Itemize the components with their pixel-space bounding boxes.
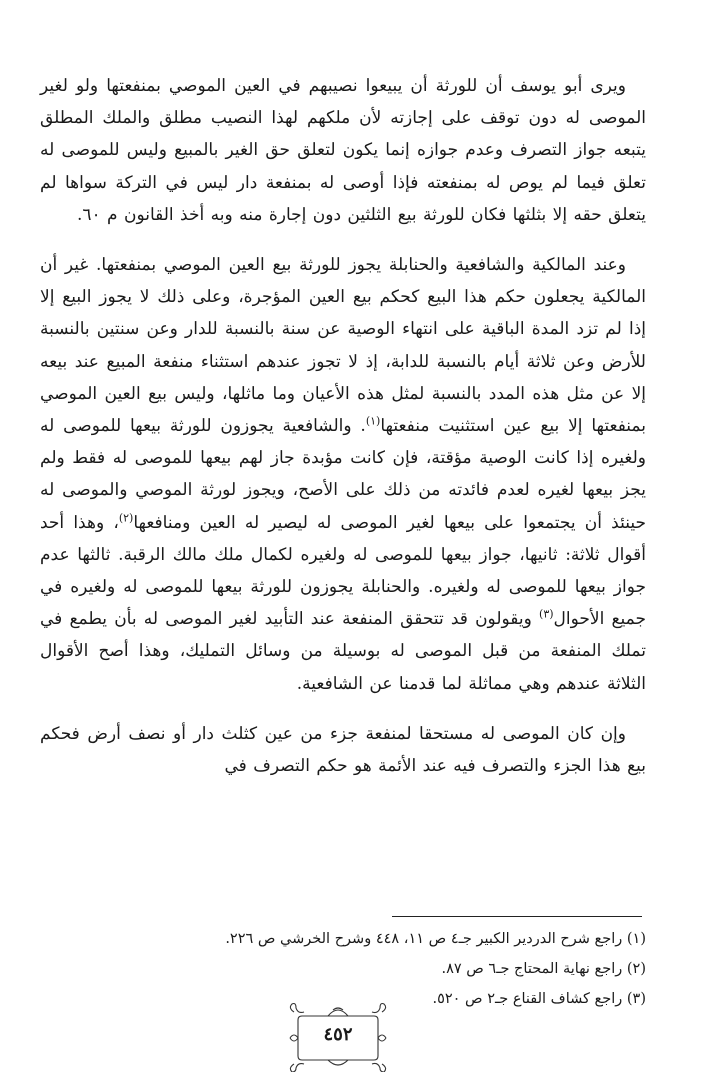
footnotes [40, 924, 646, 1014]
paragraph-partial-share [40, 718, 646, 782]
footnote-separator [392, 916, 642, 917]
footnote-3: (٣) راجع كشاف القناع جـ٢ ص ٥٢٠. [432, 991, 646, 1007]
paragraph-segment: . والشافعية يجوزون للورثة بيعها للموصى له ولغيره إذا كانت الوصية مؤقتة، فإن كانت مؤبدة جاز لهم بيعها للموصى له فقط ولم يجز بيعها لغيره لعدم فائدته من ذلك على الأصح، ويجوز لورثة الموصي والموصى له حينئذ أن يجتمعوا على بيعها لغير الموصى له ليصير له العين ومنافعها [40, 416, 646, 533]
main-text [40, 70, 646, 782]
paragraph-segment: ، وهذا أحد أقوال ثلاثة: ثانيها، جواز بيعها للموصى له ولغيره لكمال ملك مالك الرقبة. ثالثها عدم جواز بيعها للموصى له ولغيره. والحنابلة يجوزون للورثة بيعها للموصى له ولغيره في جميع الأحوال [40, 512, 647, 630]
paragraph-text: وإن كان الموصى له مستحقا لمنفعة جزء من عين كثلث دار أو نصف أرض فحكم بيع هذا الجزء والتصرف فيه عند الأئمة هو حكم التصرف في [40, 723, 646, 777]
footnote-1: (١) راجع شرح الدردير الكبير جـ٤ ص ١١، ٤٤٨ وشرح الخرشي ص ٢٢٦. [225, 931, 646, 947]
footnote-ref-2[interactable]: (٢) [118, 510, 134, 524]
paragraph-text: ويرى أبو يوسف أن للورثة أن يبيعوا نصيبهم في العين الموصي بمنفعتها ولو لغير الموصى له دون توقف على إجازته لأن ملكهم لهذا النصيب مطلق والملك المطلق يتبعه جواز التصرف وعدم جوازه إنما يكون لتعلق حق الغير بالمبيع وليس للموصى له تعلق فيما لم يوص له بمنفعته فإذا أوصى له بمنفعة دار ليس في التركة سواها لم يتعلق حقه إلا بثلثها فكان للورثة بيع الثلثين دون إجارة منه وبه أخذ القانون م ٦٠. [40, 76, 646, 225]
paragraph-segment: وعند المالكية والشافعية والحنابلة يجوز للورثة بيع العين الموصي بمنفعتها. غير أن المالكية يجعلون حكم هذا البيع كحكم بيع العين المؤجرة، وعلى ذلك لا يجوز البيع إلا إذا لم تزد المدة الباقية على انتهاء الوصية عن سنة بالنسبة للدار وعن سنتين بالنسبة للأرض وعن ثلاثة أيام بالنسبة للدابة، إذ لا تجوز عندهم استثناء منفعة المبيع عند بيعه إلا عن مثل هذه المدد بالنسبة لمثل هذه الأعيان وما ماثلها، وليس بيع العين الموصي بمنفعتها إلا بيع عين استثنيت منفعتها [40, 255, 646, 437]
page-number-ornament [282, 1002, 394, 1072]
paragraph-segment: ويقولون قد تتحقق المنفعة عند التأبيد لغير الموصى له بأن يطمع في تملك المنفعة من قبل الموصى له بوسيلة من وسائل التمليك، وهذا أصح الأقوال الثلاثة عندهم وهي مماثلة لما قدمنا عن الشافعية. [40, 609, 646, 694]
paragraph-madhahib [40, 249, 646, 700]
paragraph-abu-yusuf [40, 70, 646, 231]
footnote-ref-3[interactable]: (٣) [539, 607, 554, 621]
footnote-ref-1[interactable]: (١) [365, 414, 381, 428]
footnote-2: (٢) راجع نهاية المحتاج جـ٦ ص ٨٧. [441, 961, 646, 977]
page-number: ٤٥٢ [323, 1024, 353, 1045]
